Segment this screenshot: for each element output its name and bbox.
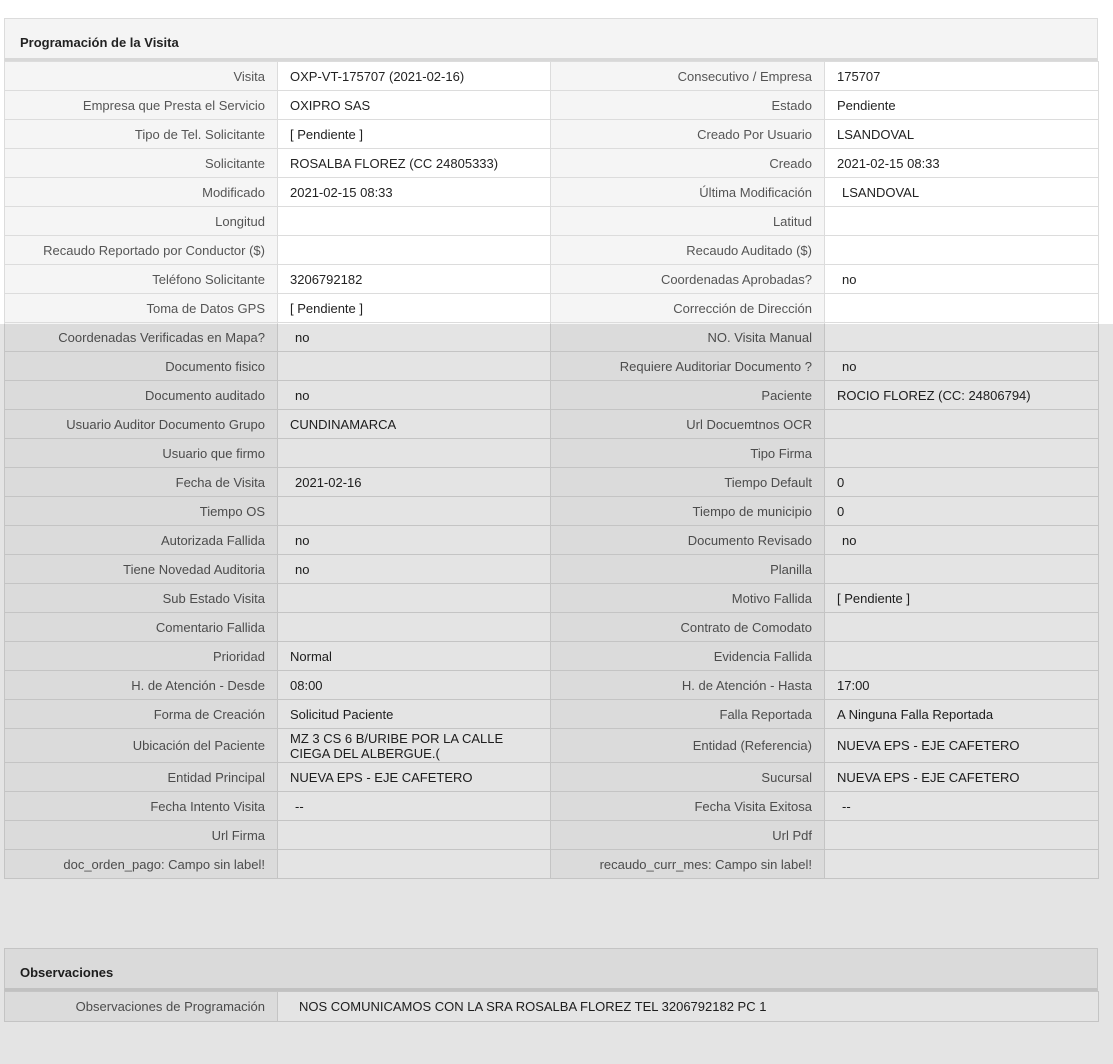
field-value: no xyxy=(278,526,551,555)
field-value xyxy=(278,613,551,642)
table-row xyxy=(5,763,1099,792)
field-label: Visita xyxy=(5,62,278,91)
field-label: Evidencia Fallida xyxy=(551,642,825,671)
table-row xyxy=(5,526,1099,555)
table-row xyxy=(5,352,1099,381)
field-label: Teléfono Solicitante xyxy=(5,265,278,294)
field-label: Url Firma xyxy=(5,821,278,850)
table-row xyxy=(5,91,1099,120)
field-label: Tiempo OS xyxy=(5,497,278,526)
field-value: ROSALBA FLOREZ (CC 24805333) xyxy=(278,149,551,178)
field-value xyxy=(825,410,1099,439)
field-value xyxy=(278,236,551,265)
field-label: Usuario Auditor Documento Grupo xyxy=(5,410,278,439)
field-value: Pendiente xyxy=(825,91,1099,120)
field-value: A Ninguna Falla Reportada xyxy=(825,700,1099,729)
field-label: Contrato de Comodato xyxy=(551,613,825,642)
field-label: Consecutivo / Empresa xyxy=(551,62,825,91)
field-label: Falla Reportada xyxy=(551,700,825,729)
field-value: no xyxy=(278,381,551,410)
field-label: H. de Atención - Hasta xyxy=(551,671,825,700)
field-label: Tiempo Default xyxy=(551,468,825,497)
field-label: Usuario que firmo xyxy=(5,439,278,468)
field-label: NO. Visita Manual xyxy=(551,323,825,352)
field-label: Motivo Fallida xyxy=(551,584,825,613)
field-value: OXIPRO SAS xyxy=(278,91,551,120)
field-value: [ Pendiente ] xyxy=(825,584,1099,613)
observations-panel xyxy=(4,948,1098,1022)
table-row xyxy=(5,729,1099,763)
field-label: Tiempo de municipio xyxy=(551,497,825,526)
table-row xyxy=(5,700,1099,729)
field-label: Documento auditado xyxy=(5,381,278,410)
field-value xyxy=(825,555,1099,584)
field-label: Documento fisico xyxy=(5,352,278,381)
table-row xyxy=(5,178,1099,207)
field-value: 0 xyxy=(825,497,1099,526)
field-value: 08:00 xyxy=(278,671,551,700)
field-value xyxy=(825,613,1099,642)
field-label: Url Pdf xyxy=(551,821,825,850)
field-value: 0 xyxy=(825,468,1099,497)
field-value xyxy=(278,497,551,526)
field-label: Sucursal xyxy=(551,763,825,792)
field-value: no xyxy=(825,352,1099,381)
field-label: Solicitante xyxy=(5,149,278,178)
field-label: Coordenadas Verificadas en Mapa? xyxy=(5,323,278,352)
field-value xyxy=(278,207,551,236)
table-row xyxy=(5,613,1099,642)
field-value: NUEVA EPS - EJE CAFETERO xyxy=(825,729,1099,763)
table-row xyxy=(5,439,1099,468)
field-value: [ Pendiente ] xyxy=(278,120,551,149)
field-value: ROCIO FLOREZ (CC: 24806794) xyxy=(825,381,1099,410)
field-value xyxy=(825,850,1099,879)
field-value: -- xyxy=(278,792,551,821)
field-label: Fecha Visita Exitosa xyxy=(551,792,825,821)
field-label: Documento Revisado xyxy=(551,526,825,555)
field-value: MZ 3 CS 6 B/URIBE POR LA CALLE CIEGA DEL ALBERGUE.( xyxy=(278,729,551,763)
field-label: Tipo de Tel. Solicitante xyxy=(5,120,278,149)
field-value: NUEVA EPS - EJE CAFETERO xyxy=(278,763,551,792)
field-label: Recaudo Reportado por Conductor ($) xyxy=(5,236,278,265)
field-value: no xyxy=(278,555,551,584)
table-row xyxy=(5,62,1099,91)
field-value xyxy=(825,236,1099,265)
field-label: Estado xyxy=(551,91,825,120)
field-value xyxy=(278,584,551,613)
field-value: NUEVA EPS - EJE CAFETERO xyxy=(825,763,1099,792)
field-label: Latitud xyxy=(551,207,825,236)
field-label: Ubicación del Paciente xyxy=(5,729,278,763)
field-value: 2021-02-15 08:33 xyxy=(825,149,1099,178)
field-value xyxy=(278,850,551,879)
field-value: 17:00 xyxy=(825,671,1099,700)
field-value: LSANDOVAL xyxy=(825,178,1099,207)
observations-table xyxy=(4,991,1099,1022)
table-row xyxy=(5,410,1099,439)
field-value: no xyxy=(825,526,1099,555)
field-label: Sub Estado Visita xyxy=(5,584,278,613)
table-row xyxy=(5,671,1099,700)
field-value: -- xyxy=(825,792,1099,821)
table-row xyxy=(5,265,1099,294)
field-value: 175707 xyxy=(825,62,1099,91)
field-label: Entidad Principal xyxy=(5,763,278,792)
field-value xyxy=(825,821,1099,850)
table-row xyxy=(5,294,1099,323)
table-row xyxy=(5,207,1099,236)
field-value xyxy=(278,352,551,381)
field-value: LSANDOVAL xyxy=(825,120,1099,149)
table-row xyxy=(5,468,1099,497)
field-label: Recaudo Auditado ($) xyxy=(551,236,825,265)
field-value: no xyxy=(825,265,1099,294)
field-label: recaudo_curr_mes: Campo sin label! xyxy=(551,850,825,879)
field-label: Fecha Intento Visita xyxy=(5,792,278,821)
field-value: 2021-02-16 xyxy=(278,468,551,497)
field-value xyxy=(825,294,1099,323)
field-label: Entidad (Referencia) xyxy=(551,729,825,763)
field-label: Coordenadas Aprobadas? xyxy=(551,265,825,294)
field-label: Tipo Firma xyxy=(551,439,825,468)
field-value xyxy=(278,821,551,850)
table-row xyxy=(5,642,1099,671)
field-value xyxy=(825,439,1099,468)
visit-details-table xyxy=(4,61,1099,879)
field-label: Corrección de Dirección xyxy=(551,294,825,323)
field-value: 2021-02-15 08:33 xyxy=(278,178,551,207)
field-label: Planilla xyxy=(551,555,825,584)
field-value: Solicitud Paciente xyxy=(278,700,551,729)
field-value: Normal xyxy=(278,642,551,671)
field-label: Url Docuemtnos OCR xyxy=(551,410,825,439)
field-value xyxy=(825,642,1099,671)
field-label: Paciente xyxy=(551,381,825,410)
field-label: Prioridad xyxy=(5,642,278,671)
table-row xyxy=(5,584,1099,613)
field-value: 3206792182 xyxy=(278,265,551,294)
field-value xyxy=(825,323,1099,352)
field-value: no xyxy=(278,323,551,352)
field-value: OXP-VT-175707 (2021-02-16) xyxy=(278,62,551,91)
table-row xyxy=(5,821,1099,850)
field-label: Creado xyxy=(551,149,825,178)
field-label: Comentario Fallida xyxy=(5,613,278,642)
visit-schedule-title: Programación de la Visita xyxy=(4,18,1098,61)
visit-schedule-panel xyxy=(4,18,1098,879)
table-row xyxy=(5,992,1099,1022)
field-label: Autorizada Fallida xyxy=(5,526,278,555)
field-value: CUNDINAMARCA xyxy=(278,410,551,439)
table-row xyxy=(5,497,1099,526)
field-value xyxy=(278,439,551,468)
table-row xyxy=(5,381,1099,410)
field-label: Creado Por Usuario xyxy=(551,120,825,149)
field-label: Empresa que Presta el Servicio xyxy=(5,91,278,120)
observations-title: Observaciones xyxy=(4,948,1098,991)
field-label: Forma de Creación xyxy=(5,700,278,729)
field-label: Fecha de Visita xyxy=(5,468,278,497)
table-row xyxy=(5,323,1099,352)
table-row xyxy=(5,120,1099,149)
field-label: Modificado xyxy=(5,178,278,207)
table-row xyxy=(5,149,1099,178)
table-row xyxy=(5,236,1099,265)
table-row xyxy=(5,850,1099,879)
field-label: Longitud xyxy=(5,207,278,236)
field-value xyxy=(825,207,1099,236)
table-row xyxy=(5,555,1099,584)
table-row xyxy=(5,792,1099,821)
field-label: Requiere Auditoriar Documento ? xyxy=(551,352,825,381)
field-label: Última Modificación xyxy=(551,178,825,207)
field-value: [ Pendiente ] xyxy=(278,294,551,323)
field-label: Observaciones de Programación xyxy=(5,992,278,1022)
field-value: NOS COMUNICAMOS CON LA SRA ROSALBA FLOREZ TEL 3206792182 PC 1 xyxy=(278,992,1099,1022)
field-label: H. de Atención - Desde xyxy=(5,671,278,700)
field-label: Tiene Novedad Auditoria xyxy=(5,555,278,584)
field-label: Toma de Datos GPS xyxy=(5,294,278,323)
field-label: doc_orden_pago: Campo sin label! xyxy=(5,850,278,879)
